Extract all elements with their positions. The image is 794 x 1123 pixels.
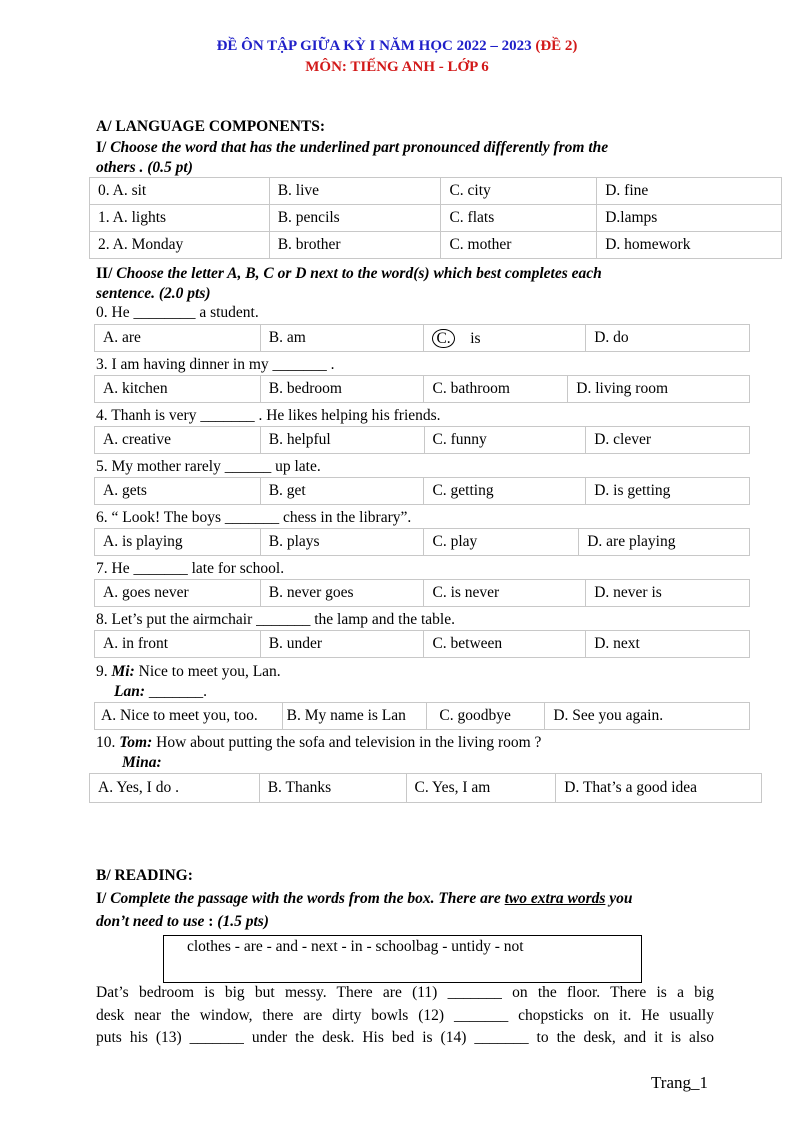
part1-instruction-line2: others . (0.5 pt): [96, 159, 193, 176]
question-options: [94, 702, 750, 730]
reading-instruction-line2: [96, 913, 269, 931]
option-cell: B. My name is Lan: [282, 703, 427, 730]
passage-line: Dat’s bedroom is big but messy. There are (11) _______ on the floor. There is a big: [96, 984, 714, 1001]
table-row: [90, 178, 782, 205]
option-cell: B. Thanks: [259, 774, 406, 803]
part2-instruction-line1: [96, 265, 602, 283]
passage-line: desk near the window, there are dirty bowls (12) _______ chopsticks on it. He usually: [96, 1006, 714, 1024]
option-cell: D. fine: [597, 178, 782, 205]
option-cell: A. in front: [95, 631, 261, 658]
exam-title: [0, 38, 794, 55]
part1-number: I/: [96, 139, 107, 156]
option-cell: D. next: [586, 631, 750, 658]
option-cell: D. living room: [568, 376, 750, 403]
option-cell: B. helpful: [260, 427, 424, 454]
option-cell: 1. A. lights: [90, 205, 270, 232]
table-row: [90, 774, 762, 803]
option-cell: B. brother: [269, 232, 441, 259]
word-box: [163, 935, 642, 983]
option-cell: C. bathroom: [424, 376, 568, 403]
question-stem: 5. My mother rarely ______ up late.: [96, 458, 321, 475]
question-stem: 3. I am having dinner in my _______ .: [96, 356, 335, 373]
page-number: Trang_1: [651, 1073, 708, 1092]
option-cell: C. is never: [424, 580, 586, 607]
question-stem: 8. Let’s put the airmchair _______ the lamp and the table.: [96, 611, 455, 628]
question-options: [94, 477, 750, 505]
question-options: [94, 375, 750, 403]
question-options: [94, 426, 750, 454]
answer-circle: C.: [432, 329, 454, 348]
dialogue-text: Nice to meet you, Lan.: [134, 663, 281, 680]
option-cell: B. under: [260, 631, 424, 658]
option-cell: C. between: [424, 631, 586, 658]
part1-instruction-line1: [96, 139, 608, 157]
table-row: [95, 325, 750, 352]
part2-number: II/: [96, 265, 113, 282]
option-cell: B. bedroom: [260, 376, 424, 403]
option-cell: C. funny: [424, 427, 586, 454]
instruction-points: (1.5 pts): [217, 913, 269, 930]
question-number: 10.: [96, 734, 120, 751]
option-cell: C. play: [424, 529, 579, 556]
option-cell: C. Yes, I am: [406, 774, 556, 803]
instruction-colon: :: [204, 913, 218, 930]
option-cell: B. live: [269, 178, 441, 205]
part2-instruction-text: Choose the letter A, B, C or D next to the word(s) which best completes each: [112, 265, 602, 282]
word-box-text: clothes - are - and - next - in - schoolbag - untidy - not: [187, 938, 524, 955]
reading-instruction-line1: [96, 890, 633, 908]
question10-line1: [96, 734, 541, 752]
speaker-name: Mi:: [111, 663, 135, 680]
option-cell: C. mother: [441, 232, 597, 259]
exam-subtitle: MÔN: TIẾNG ANH - LỚP 6: [305, 59, 489, 75]
section-b-title: B/ READING:: [96, 867, 193, 884]
option-cell: A. creative: [95, 427, 261, 454]
dialogue-text: _______.: [145, 683, 207, 700]
option-cell: 0. A. sit: [90, 178, 270, 205]
option-cell: D. homework: [597, 232, 782, 259]
instruction-underlined: two extra words: [504, 890, 606, 907]
option-cell: D. never is: [586, 580, 750, 607]
option-cell: A. gets: [95, 478, 261, 505]
option-cell: C. city: [441, 178, 597, 205]
speaker-name: Mina:: [122, 754, 162, 771]
option-cell: B. get: [260, 478, 424, 505]
part1-instruction-text: Choose the word that has the underlined part pronounced differently from the: [106, 139, 609, 156]
option-cell: D. See you again.: [545, 703, 750, 730]
table-row: [90, 232, 782, 259]
option-cell: D. do: [586, 325, 750, 352]
option-cell: B. pencils: [269, 205, 441, 232]
option-cell: D. That’s a good idea: [556, 774, 762, 803]
option-cell: A. goes never: [95, 580, 261, 607]
table-row: [95, 703, 750, 730]
reading-part-number: I/: [96, 890, 107, 907]
option-cell: D.lamps: [597, 205, 782, 232]
question-options: [94, 324, 750, 352]
option-cell: A. is playing: [95, 529, 261, 556]
dialogue-text: How about putting the sofa and television in the living room ?: [152, 734, 542, 751]
option-cell: A. are: [95, 325, 261, 352]
question-number: 9.: [96, 663, 112, 680]
option-cell: A. Yes, I do .: [90, 774, 260, 803]
exam-title-suffix: (ĐỀ 2): [535, 38, 578, 54]
instruction-text: Complete the passage with the words from the box. There are: [106, 890, 505, 907]
instruction-text: don’t need to use: [96, 913, 205, 930]
table-row: [95, 376, 750, 403]
table-row: [95, 580, 750, 607]
speaker-name: Tom:: [119, 734, 153, 751]
table-row: [95, 529, 750, 556]
table-row: [95, 427, 750, 454]
question-stem: 6. “ Look! The boys _______ chess in the library”.: [96, 509, 412, 526]
option-cell: A. kitchen: [95, 376, 261, 403]
question-options: [94, 630, 750, 658]
option-cell: B. never goes: [260, 580, 424, 607]
question-options: [89, 773, 762, 803]
option-cell: D. is getting: [586, 478, 750, 505]
passage-line: puts his (13) _______ under the desk. His bed is (14) _______ to the desk, and it is also: [96, 1029, 714, 1046]
option-cell: D. are playing: [579, 529, 750, 556]
option-cell: C. getting: [424, 478, 586, 505]
instruction-text: you: [605, 890, 633, 907]
question9-line2: [114, 683, 207, 701]
question-stem: 0. He ________ a student.: [96, 304, 259, 321]
table-row: [95, 631, 750, 658]
option-cell-answer: [424, 325, 586, 352]
question9-line1: [96, 663, 281, 681]
question-stem: 7. He _______ late for school.: [96, 560, 285, 577]
speaker-name: Lan:: [114, 683, 145, 700]
question-options: [94, 579, 750, 607]
section-a-title: A/ LANGUAGE COMPONENTS:: [96, 118, 326, 135]
table-row: [90, 205, 782, 232]
option-cell: D. clever: [586, 427, 750, 454]
pronunciation-table: [89, 177, 782, 259]
option-text: is: [470, 329, 481, 347]
option-cell: 2. A. Monday: [90, 232, 270, 259]
option-cell: C. goodbye: [427, 703, 545, 730]
question-stem: 4. Thanh is very _______ . He likes helping his friends.: [96, 407, 441, 424]
option-cell: A. Nice to meet you, too.: [95, 703, 283, 730]
exam-title-main: ĐỀ ÔN TẬP GIỮA KỲ I NĂM HỌC 2022 – 2023: [216, 38, 532, 54]
option-cell: B. plays: [260, 529, 424, 556]
option-cell: B. am: [260, 325, 424, 352]
table-row: [95, 478, 750, 505]
part2-instruction-line2: sentence. (2.0 pts): [96, 285, 211, 302]
reading-passage: [96, 982, 714, 1050]
option-cell: C. flats: [441, 205, 597, 232]
question-options: [94, 528, 750, 556]
